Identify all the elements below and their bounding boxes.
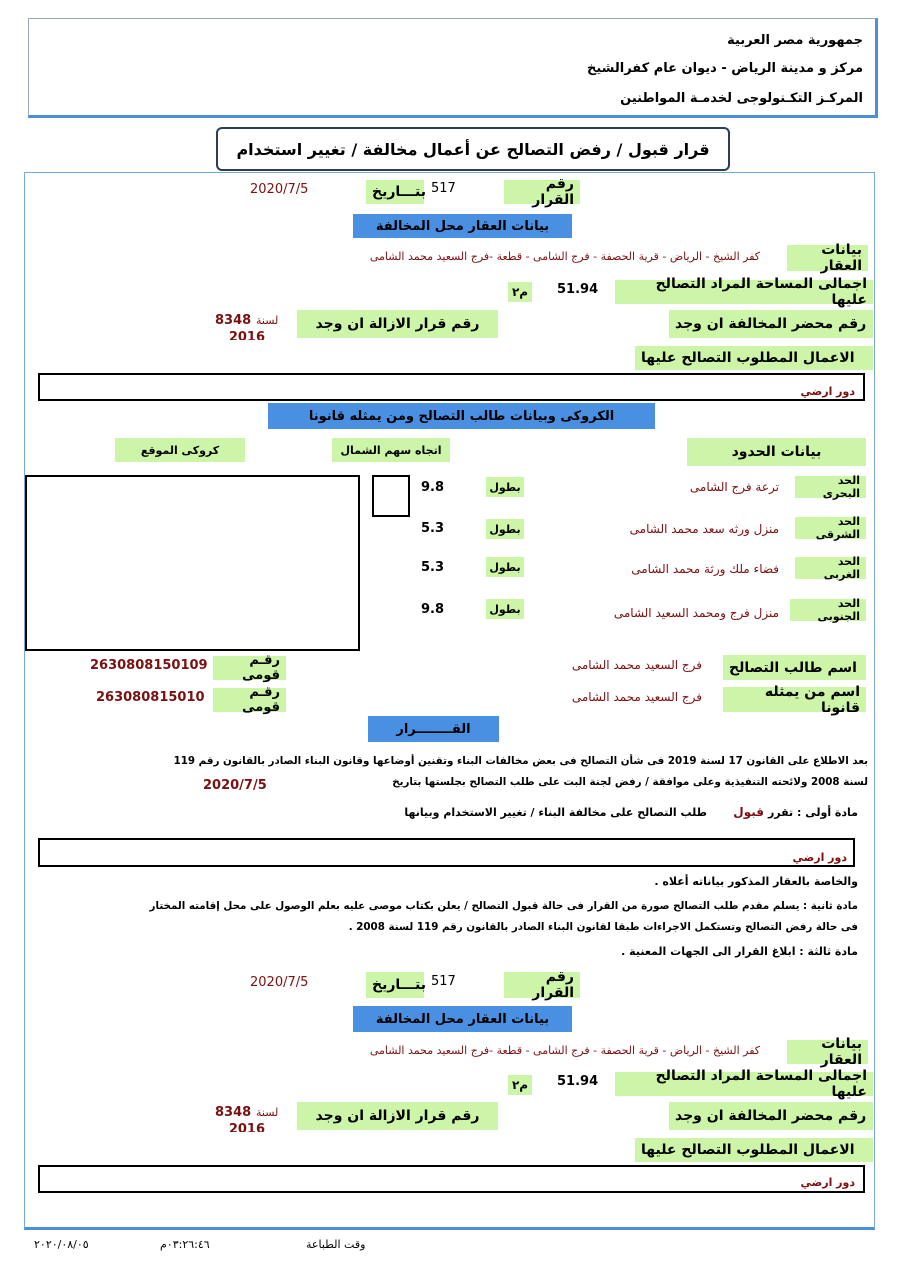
violation-record-label: رقم محضر المخالفة ان وجد: [669, 310, 873, 338]
violation-record-label-2: رقم محضر المخالفة ان وجد: [669, 1102, 873, 1130]
border-south-label: الحد الجنوبى: [790, 599, 866, 621]
article1-suffix: طلب التصالح على مخالفة البناء / تغيير الاستخدام وبيانها: [404, 806, 707, 819]
applicant-name-label: اسم طالب التصالح: [723, 655, 866, 680]
border-east-label: الحد الشرقى: [795, 517, 866, 539]
site-sketch-label: كروكى الموقع: [115, 438, 245, 462]
area-value-2: 51.94: [557, 1074, 599, 1089]
print-time-label: وقت الطباعة: [306, 1238, 366, 1251]
article3: مادة ثالثة : ابلاغ القرار الى الجهات المعنية .: [621, 945, 858, 958]
works-box: [38, 373, 865, 401]
header-tech-center: المركـز التكـنولوجى لخدمـة المواطنين: [620, 91, 863, 106]
border-north-length-label: بطول: [486, 477, 524, 497]
article1-works-box: [38, 838, 855, 867]
rep-name-label: اسم من يمثله قانونا: [723, 687, 866, 712]
area-label-2: اجمالى المساحة المراد التصالح عليها: [615, 1072, 873, 1096]
removal-decision-label-2: رقم قرار الازالة ان وجد: [297, 1102, 498, 1130]
article2-line1: مادة ثانية : يسلم مقدم طلب التصالح صورة من القرار فى حالة قبول التصالح / يعلن بكتاب موصى عليه بعلم الوصول على محل إقامته المختار: [149, 900, 858, 912]
border-west-label: الحد الغربى: [795, 557, 866, 579]
area-value: 51.94: [557, 282, 599, 297]
verdict-para1-line1: بعد الاطلاع على القانون 17 لسنة 2019 فى شأن التصالح فى بعض مخالفات البناء وتقنين أوضاعها وقانون البناء الصادر بالقانون رقم 119: [173, 755, 868, 767]
rep-name-value: فرج السعيد محمد الشامى: [571, 690, 702, 704]
article1-prefix: مادة أولى : تقرر: [767, 806, 858, 819]
removal-year-value-2: 2016: [228, 1122, 265, 1132]
decision-date-value: 2020/7/5: [250, 182, 309, 197]
property-data-value-2: كفر الشيخ - الرياض - قرية الحصفة - فرج الشامى - قطعة -فرج السعيد محمد الشامى: [369, 1044, 760, 1057]
works-label-2: الاعمال المطلوب التصالح عليها: [635, 1138, 873, 1162]
article1-decision: قبول: [733, 805, 764, 819]
area-unit: م٢: [508, 282, 532, 302]
article1-works-value: دور ارضي: [792, 851, 847, 864]
rep-id-label: رقـم قومى: [213, 688, 286, 712]
property-data-label: بيانات العقار: [787, 245, 868, 271]
page-title: قرار قبول / رفض التصالح عن أعمال مخالفة / تغيير استخدام: [216, 127, 730, 171]
verdict-para1-line2: لسنة 2008 ولائحته التنفيذية وعلى موافقة / رفض لجنة البت على طلب التصالح بجلستها بتاريخ: [392, 776, 868, 788]
border-east-length: 5.3: [421, 521, 445, 536]
verdict-para1-date: 2020/7/5: [203, 778, 267, 793]
print-time-value: ٠٣:٢٦:٤٦م: [160, 1238, 210, 1251]
removal-value: 8348: [215, 313, 252, 328]
border-south-length: 9.8: [421, 602, 445, 617]
decision-number-label: رقم القرار: [504, 180, 580, 204]
site-sketch-box: [25, 475, 360, 651]
north-arrow-label: اتجاه سهم الشمال: [332, 438, 450, 462]
border-west-value: فضاء ملك ورثة محمد الشامى: [631, 562, 779, 576]
sketch-section-title: الكروكى وبيانات طالب التصالح ومن يمثله قانونا: [268, 403, 655, 429]
decision-number-label-2: رقم القرار: [504, 972, 580, 998]
article2-line2: فى حالة رفض التصالح وتستكمل الاجراءات طبقا لقانون البناء الصادر بالقانون رقم 119 لسنة 2008 .: [348, 921, 858, 933]
decision-date-value-2: 2020/7/5: [250, 975, 309, 990]
north-arrow-box: [372, 475, 410, 517]
print-date-value: ٢٠٢٠/٠٨/٠٥: [34, 1238, 89, 1251]
border-east-length-label: بطول: [486, 519, 524, 539]
rep-id-value: 263080815010: [96, 690, 205, 705]
works-label: الاعمال المطلوب التصالح عليها: [635, 346, 873, 370]
border-west-length-label: بطول: [486, 557, 524, 577]
property-section-title-2: بيانات العقار محل المخالفة: [353, 1006, 572, 1032]
property-data-label-2: بيانات العقار: [787, 1040, 868, 1064]
removal-year-label: لسنة: [256, 314, 279, 327]
decision-date-label-2: بتـــاريخ: [366, 972, 424, 998]
removal-value-2: 8348: [215, 1105, 252, 1120]
works-box-2: [38, 1165, 865, 1193]
applicant-id-value: 2630808150109: [90, 658, 208, 673]
removal-decision-label: رقم قرار الازالة ان وجد: [297, 310, 498, 338]
property-section-title: بيانات العقار محل المخالفة: [353, 214, 572, 238]
border-north-value: ترعة فرج الشامى: [689, 480, 779, 494]
applicant-name-value: فرج السعيد محمد الشامى: [571, 658, 702, 672]
removal-year-label-2: لسنة: [256, 1106, 279, 1119]
border-north-label: الحد البحرى: [795, 476, 866, 498]
area-label: اجمالى المساحة المراد التصالح عليها: [615, 280, 873, 304]
header-box: [28, 18, 878, 118]
removal-year-value: 2016: [228, 330, 265, 340]
header-center: مركز و مدينة الرياض - ديوان عام كفرالشيخ: [586, 61, 863, 76]
border-east-value: منزل ورثه سعد محمد الشامى: [629, 522, 779, 536]
border-south-length-label: بطول: [486, 599, 524, 619]
decision-number-value: 517: [431, 181, 456, 196]
borders-title: بيانات الحدود: [687, 438, 866, 466]
applicant-id-label: رقـم قومى: [213, 656, 286, 680]
property-data-value: كفر الشيخ - الرياض - قرية الحصفة - فرج الشامى - قطعة -فرج السعيد محمد الشامى: [369, 250, 760, 263]
header-country: جمهورية مصر العربية: [727, 33, 863, 48]
article1-tail: والخاصة بالعقار المذكور بياناته أعلاه .: [654, 875, 858, 888]
border-north-length: 9.8: [421, 480, 445, 495]
decision-number-value-2: 517: [431, 974, 456, 989]
works-value-2: دور ارضي: [800, 1176, 855, 1189]
border-south-value: منزل فرج ومحمد السعيد الشامى: [613, 606, 779, 620]
border-west-length: 5.3: [421, 560, 445, 575]
verdict-title: القــــــــرار: [368, 716, 499, 742]
decision-date-label: بتـــاريخ: [366, 180, 424, 204]
works-value: دور ارضي: [800, 385, 855, 398]
area-unit-2: م٢: [508, 1075, 532, 1095]
